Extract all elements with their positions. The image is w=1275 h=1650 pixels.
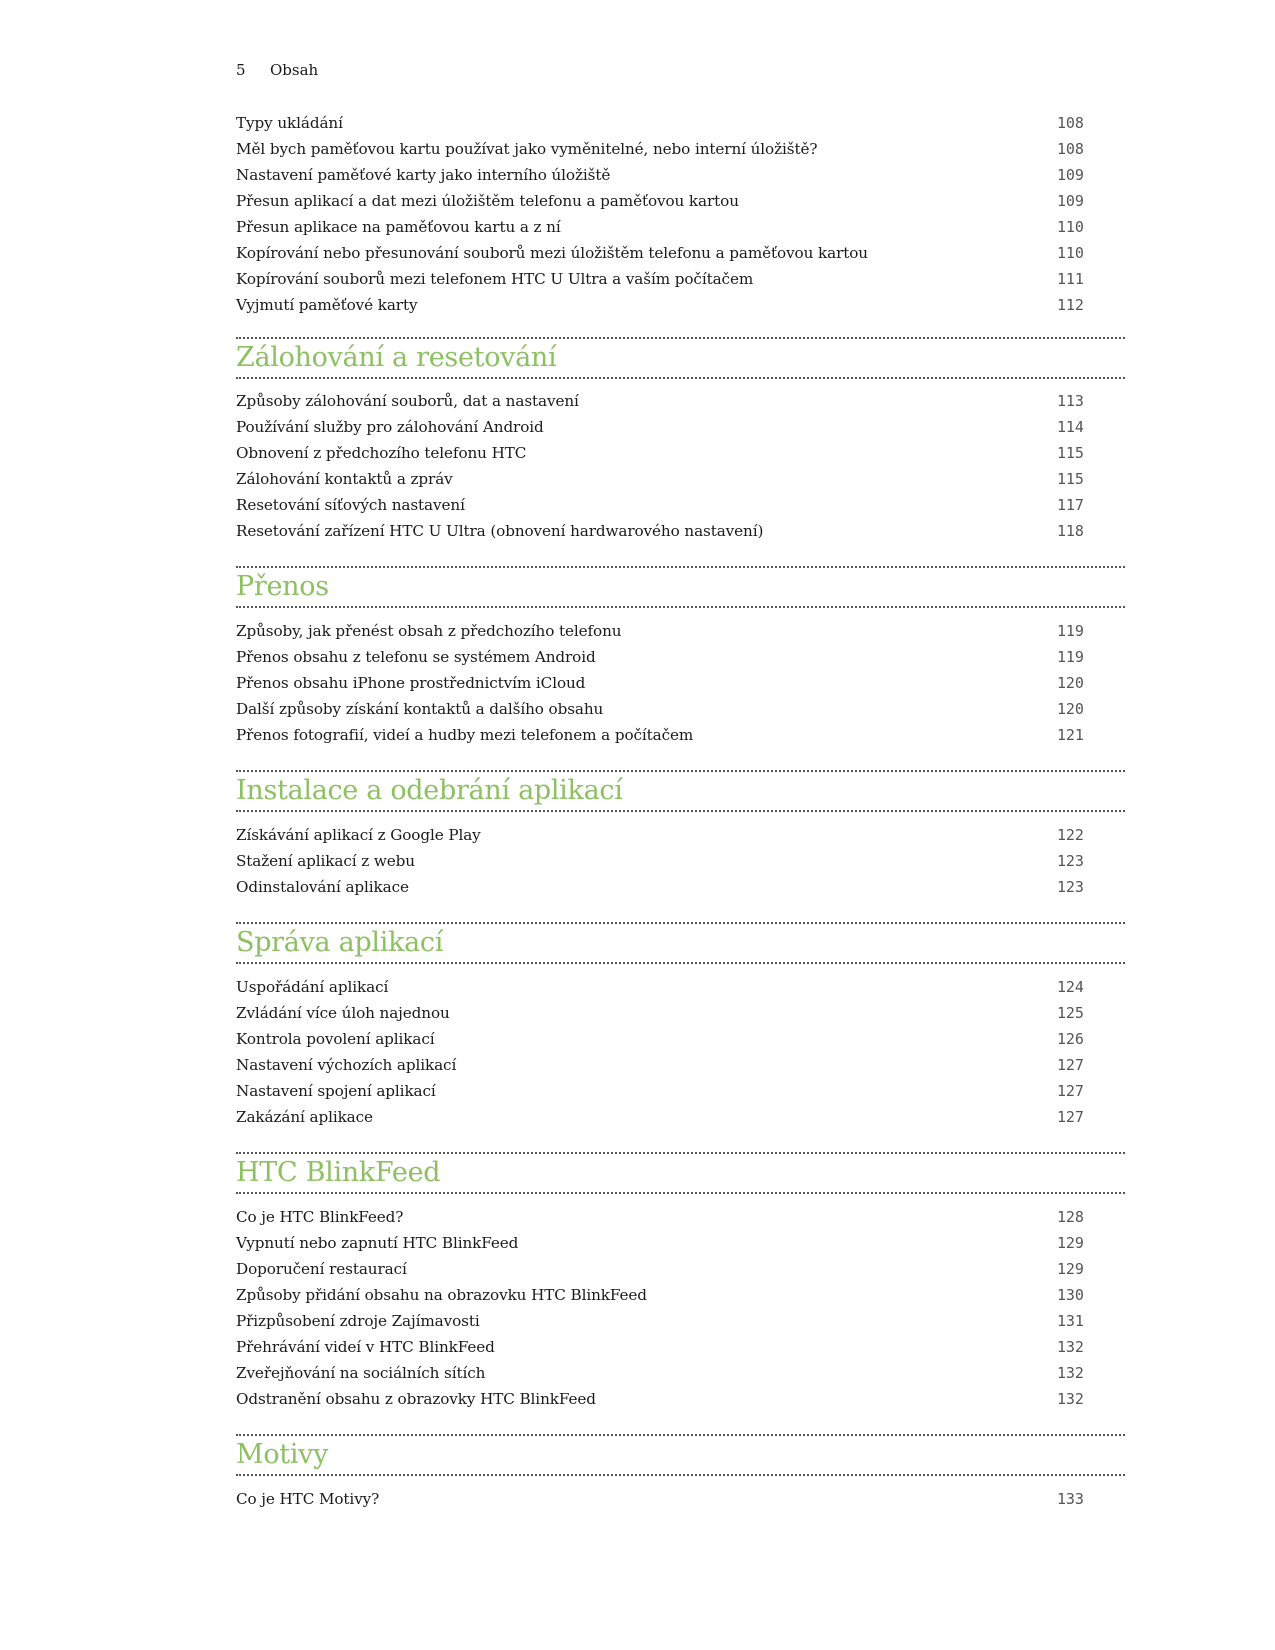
section-title[interactable]: Motivy <box>236 1439 329 1470</box>
toc-entry[interactable]: Doporučení restaurací 129 <box>236 1260 1084 1278</box>
toc-entry[interactable]: Způsoby přidání obsahu na obrazovku HTC BlinkFeed 130 <box>236 1286 1084 1304</box>
section-title[interactable]: Přenos <box>236 571 329 602</box>
toc-entry[interactable]: Získávání aplikací z Google Play 122 <box>236 826 1084 844</box>
toc-entry[interactable]: Přizpůsobení zdroje Zajímavosti 131 <box>236 1312 1084 1330</box>
section-heading <box>236 1434 1125 1476</box>
section-heading <box>236 770 1125 812</box>
toc-entry[interactable]: Způsoby zálohování souborů, dat a nastavení 113 <box>236 392 1084 410</box>
toc-entry[interactable]: Stažení aplikací z webu 123 <box>236 852 1084 870</box>
toc-entry[interactable]: Co je HTC Motivy? 133 <box>236 1490 1084 1508</box>
toc-entry[interactable]: Zvládání více úloh najednou 125 <box>236 1004 1084 1022</box>
toc-block-0 <box>236 110 1089 318</box>
toc-entry[interactable]: Přesun aplikací a dat mezi úložištěm telefonu a paměťovou kartou 109 <box>236 192 1084 210</box>
toc-entry[interactable]: Zálohování kontaktů a zpráv 115 <box>236 470 1084 488</box>
toc-entry[interactable]: Vyjmutí paměťové karty 112 <box>236 296 1084 314</box>
page-number: 5 <box>236 61 246 79</box>
toc-entry[interactable]: Přehrávání videí v HTC BlinkFeed 132 <box>236 1338 1084 1356</box>
toc-entry[interactable]: Kontrola povolení aplikací 126 <box>236 1030 1084 1048</box>
toc-entry[interactable]: Zveřejňování na sociálních sítích 132 <box>236 1364 1084 1382</box>
toc-entry[interactable]: Nastavení spojení aplikací 127 <box>236 1082 1084 1100</box>
toc-entry[interactable]: Způsoby, jak přenést obsah z předchozího telefonu 119 <box>236 622 1084 640</box>
toc-entry[interactable]: Kopírování souborů mezi telefonem HTC U Ultra a vaším počítačem 111 <box>236 270 1084 288</box>
section-title[interactable]: Instalace a odebrání aplikací <box>236 775 623 806</box>
toc-entry[interactable]: Přesun aplikace na paměťovou kartu a z ní 110 <box>236 218 1084 236</box>
toc-entry[interactable]: Co je HTC BlinkFeed? 128 <box>236 1208 1084 1226</box>
toc-entry[interactable]: Odinstalování aplikace 123 <box>236 878 1084 896</box>
section-heading <box>236 566 1125 608</box>
toc-entry[interactable]: Nastavení výchozích aplikací 127 <box>236 1056 1084 1074</box>
toc-entry[interactable]: Vypnutí nebo zapnutí HTC BlinkFeed 129 <box>236 1234 1084 1252</box>
section-title[interactable]: Zálohování a resetování <box>236 342 557 373</box>
section-title[interactable]: HTC BlinkFeed <box>236 1157 441 1188</box>
toc-entry[interactable]: Přenos obsahu z telefonu se systémem Android 119 <box>236 648 1084 666</box>
toc-block-1 <box>236 388 1089 544</box>
section-heading <box>236 1152 1125 1194</box>
toc-entry[interactable]: Přenos obsahu iPhone prostřednictvím iCloud 120 <box>236 674 1084 692</box>
toc-entry[interactable]: Uspořádání aplikací 124 <box>236 978 1084 996</box>
toc-entry[interactable]: Resetování zařízení HTC U Ultra (obnovení hardwarového nastavení) 118 <box>236 522 1084 540</box>
toc-entry[interactable]: Další způsoby získání kontaktů a dalšího obsahu 120 <box>236 700 1084 718</box>
toc-entry[interactable]: Měl bych paměťovou kartu používat jako vyměnitelné, nebo interní úložiště? 108 <box>236 140 1084 158</box>
toc-entry[interactable]: Používání služby pro zálohování Android 114 <box>236 418 1084 436</box>
section-heading <box>236 922 1125 964</box>
header-title: Obsah <box>270 61 319 79</box>
section-title[interactable]: Správa aplikací <box>236 927 444 958</box>
toc-block-6 <box>236 1486 1089 1512</box>
toc-entry[interactable]: Nastavení paměťové karty jako interního úložiště 109 <box>236 166 1084 184</box>
toc-block-4 <box>236 974 1089 1130</box>
toc-entry[interactable]: Resetování síťových nastavení 117 <box>236 496 1084 514</box>
toc-block-5 <box>236 1204 1089 1412</box>
toc-entry[interactable]: Zakázání aplikace 127 <box>236 1108 1084 1126</box>
toc-block-3 <box>236 822 1089 900</box>
toc-entry[interactable]: Typy ukládání 108 <box>236 114 1084 132</box>
section-heading <box>236 337 1125 379</box>
toc-block-2 <box>236 618 1089 748</box>
toc-entry[interactable]: Přenos fotografií, videí a hudby mezi telefonem a počítačem 121 <box>236 726 1084 744</box>
page-header <box>236 61 318 79</box>
toc-entry[interactable]: Obnovení z předchozího telefonu HTC 115 <box>236 444 1084 462</box>
toc-entry[interactable]: Kopírování nebo přesunování souborů mezi úložištěm telefonu a paměťovou kartou 110 <box>236 244 1084 262</box>
toc-entry[interactable]: Odstranění obsahu z obrazovky HTC BlinkFeed 132 <box>236 1390 1084 1408</box>
